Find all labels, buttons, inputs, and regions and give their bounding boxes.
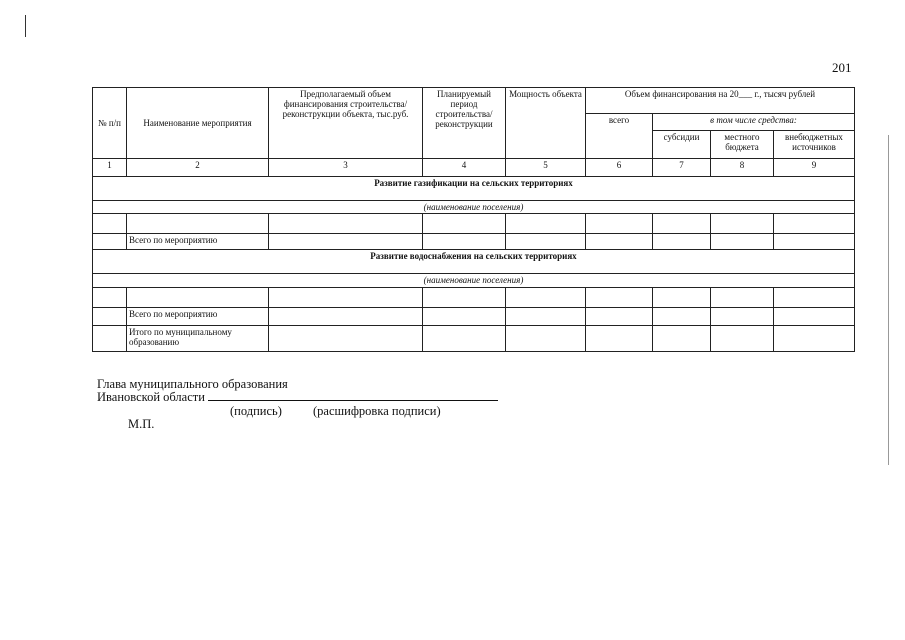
col-num: 3 xyxy=(269,159,423,177)
total-row-label: Всего по мероприятию xyxy=(127,308,269,326)
col-num: 6 xyxy=(586,159,653,177)
col-num: 4 xyxy=(423,159,506,177)
section-title: Развитие газификации на сельских территориях xyxy=(93,177,855,201)
header-local: местного бюджета xyxy=(711,131,774,159)
header-period: Планируемый период строительства/ реконструкции xyxy=(423,88,506,159)
col-num: 8 xyxy=(711,159,774,177)
header-num: № п/п xyxy=(93,88,127,159)
header-subsidy: субсидии xyxy=(653,131,711,159)
stamp-label: М.П. xyxy=(128,417,155,431)
column-number-row xyxy=(93,159,855,177)
header-total: всего xyxy=(586,114,653,159)
col-num: 9 xyxy=(774,159,855,177)
page-number: 201 xyxy=(832,60,852,75)
header-extra: внебюджетных источников xyxy=(774,131,855,159)
col-num: 2 xyxy=(127,159,269,177)
settlement-label: (наименование поселения) xyxy=(93,201,855,214)
header-power: Мощность объекта xyxy=(506,88,586,159)
total-row-label: Всего по мероприятию xyxy=(127,234,269,250)
section-title: Развитие водоснабжения на сельских территориях xyxy=(93,250,855,274)
signature-decode-label: (расшифровка подписи) xyxy=(313,404,441,418)
signature-line2 xyxy=(97,391,498,404)
grand-total-label: Итого по муниципальному образованию xyxy=(127,326,269,352)
financing-table xyxy=(92,87,855,352)
header-financing: Объем финансирования на 20___ г., тысяч рублей xyxy=(586,88,855,114)
header-incl: в том числе средства: xyxy=(653,114,855,131)
col-num: 7 xyxy=(653,159,711,177)
region-label: Ивановской области xyxy=(97,390,205,404)
signature-line1: Глава муниципального образования xyxy=(97,377,288,391)
signature-sign-label: (подпись) xyxy=(230,404,282,418)
scan-edge xyxy=(888,135,889,465)
scan-mark xyxy=(25,15,26,37)
col-num: 1 xyxy=(93,159,127,177)
header-name: Наименование мероприятия xyxy=(127,88,269,159)
settlement-label: (наименование поселения) xyxy=(93,274,855,288)
header-cost: Предполагаемый объем финансирования строительства/ реконструкции объекта, тыс.руб. xyxy=(269,88,423,159)
col-num: 5 xyxy=(506,159,586,177)
